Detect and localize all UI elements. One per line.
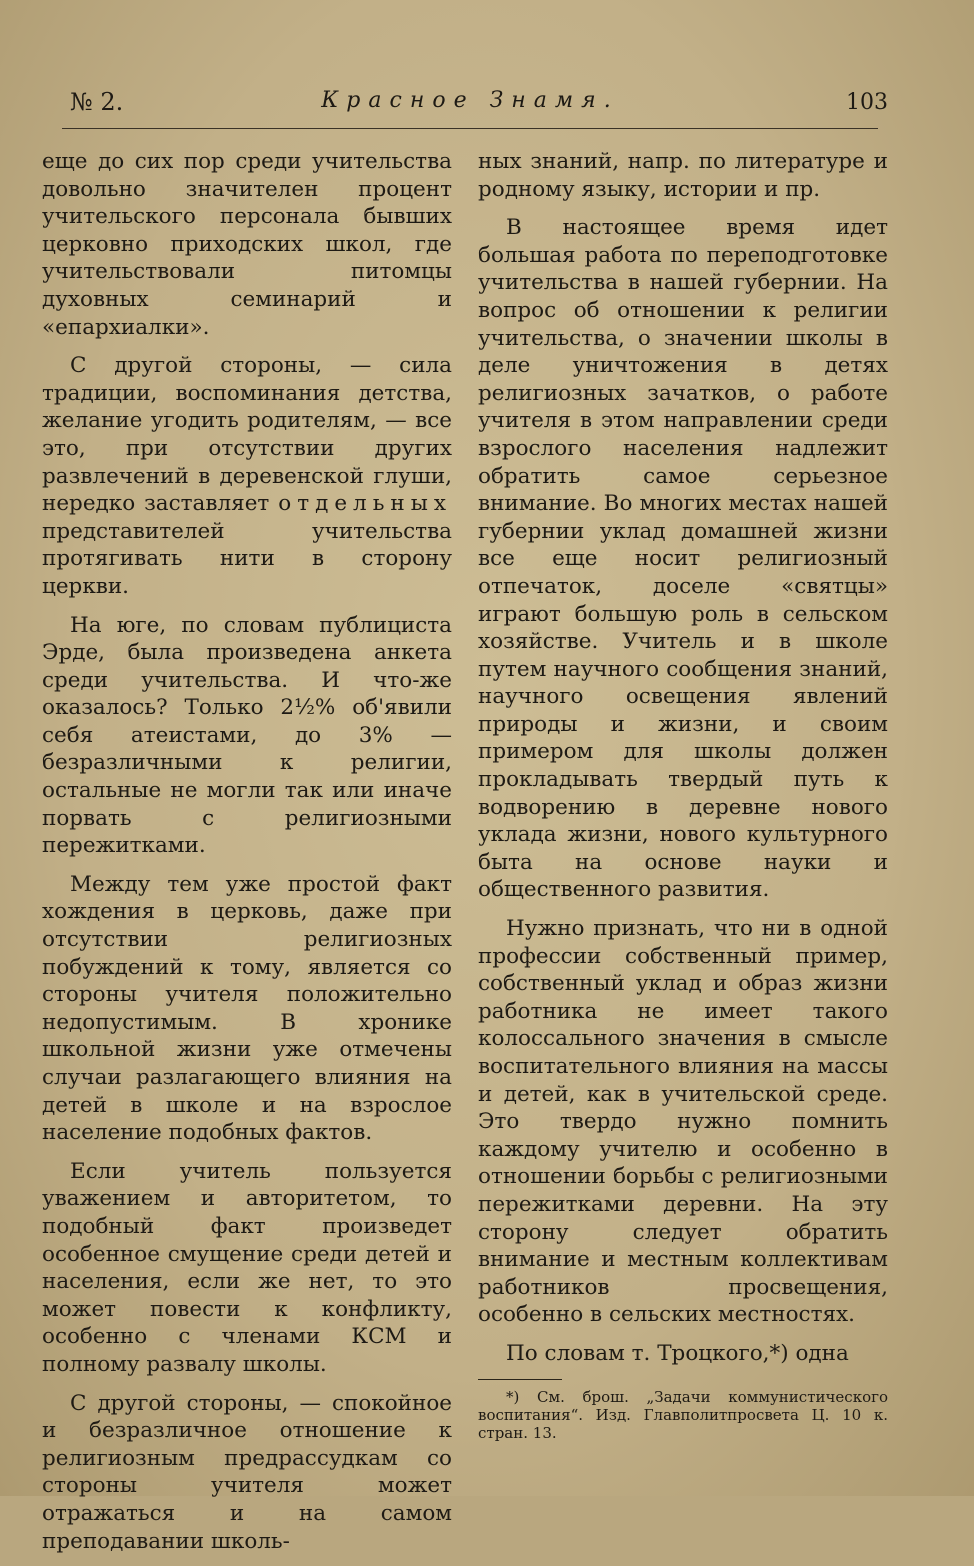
paragraph: С другой стороны, — спокойное и безразличное отношение к религиозным предрассудкам со стороны учителя может отражаться и на самом преподавании школь-: [42, 1390, 452, 1554]
page-header: [62, 88, 888, 129]
paragraph: ных знаний, напр. по литературе и родному языку, истории и пр.: [478, 149, 888, 202]
paragraph: [42, 352, 452, 600]
paragraph: По словам т. Троцкого,*) одна: [506, 1340, 849, 1366]
page-number: 103: [846, 90, 888, 115]
paragraph: В настоящее время идет большая работа по переподготовке учительства в нашей губернии. На вопрос об отношении к религии учительства, о значении школы в деле уничтожения в детях религиозных зачатков, о работе учителя в этом направлении среди взрослого населения надлежит обратить самое серьезное внимание. Во многих местах нашей губернии уклад домашней жизни все еще носит религиозный отпечаток, доселе «святцы» играют большую роль в сельском хозяйстве. Учитель и в школе путем научного сообщения знаний, научного освещения явлений природы и жизни, и своим примером для школы должен прокладывать твердый путь к водворению в деревне нового уклада жизни, нового культурного быта на основе науки и общественного развития.: [478, 215, 888, 903]
journal-title: Красное Знамя.: [321, 88, 619, 113]
footnote: *) См. брош. „Задачи коммунистического воспитания“. Изд. Главполитпросвета Ц. 10 к. стран. 13.: [478, 1387, 888, 1442]
paragraph: Если учитель пользуется уважением и авторитетом, то подобный факт произведет особенное смущение среди детей и населения, если же нет, то это может повести к конфликту, особенно с членами КСМ и полному развалу школы.: [42, 1158, 452, 1377]
paragraph: еще до сих пор среди учительства довольно значителен процент учительского персонала бывших церковно приходских школ, где учительствовали питомцы духовных семинарий и «епархиалки».: [42, 149, 452, 340]
text-run: С другой стороны, — сила традиции, воспоминания детства, желание угодить родителям, — все это, при отсутствии других развлечений в деревенской глуши, нередко заставляет: [42, 353, 452, 517]
paragraph: На юге, по словам публициста Эрде, была произведена анкета среди учительства. И что-же оказалось? Только 2½% об'явили себя атеистами, до 3% — безразличными к религии, остальные не могли так или иначе порвать с религиозными пережитками.: [42, 612, 452, 859]
text-run: представителей учительства протягивать нити в сторону церкви.: [42, 518, 452, 599]
issue-number: № 2.: [70, 88, 124, 116]
left-column: [42, 148, 452, 1566]
right-column: [478, 148, 888, 1453]
spaced-word: отдельных: [278, 491, 452, 517]
paragraph: Нужно признать, что ни в одной профессии собственный пример, собственный уклад и образ жизни работника не имеет такого колоссального значения в смысле воспитательного влияния на массы и детей, как в учительской среде. Это твердо нужно помнить каждому учителю и особенно в отношении борьбы с религиозными пережитками деревни. На эту сторону следует обратить внимание и местным коллективам работников просвещения, особенно в сельских местностях.: [478, 916, 888, 1328]
footnote-divider: [478, 1379, 562, 1380]
paragraph: Между тем уже простой факт хождения в церковь, даже при отсутствии религиозных побуждений к тому, является со стороны учителя положительно недопустимым. В хронике школьной жизни уже отмечены случаи разлагающего влияния на детей в школе и на взрослое население подобных фактов.: [42, 871, 452, 1146]
